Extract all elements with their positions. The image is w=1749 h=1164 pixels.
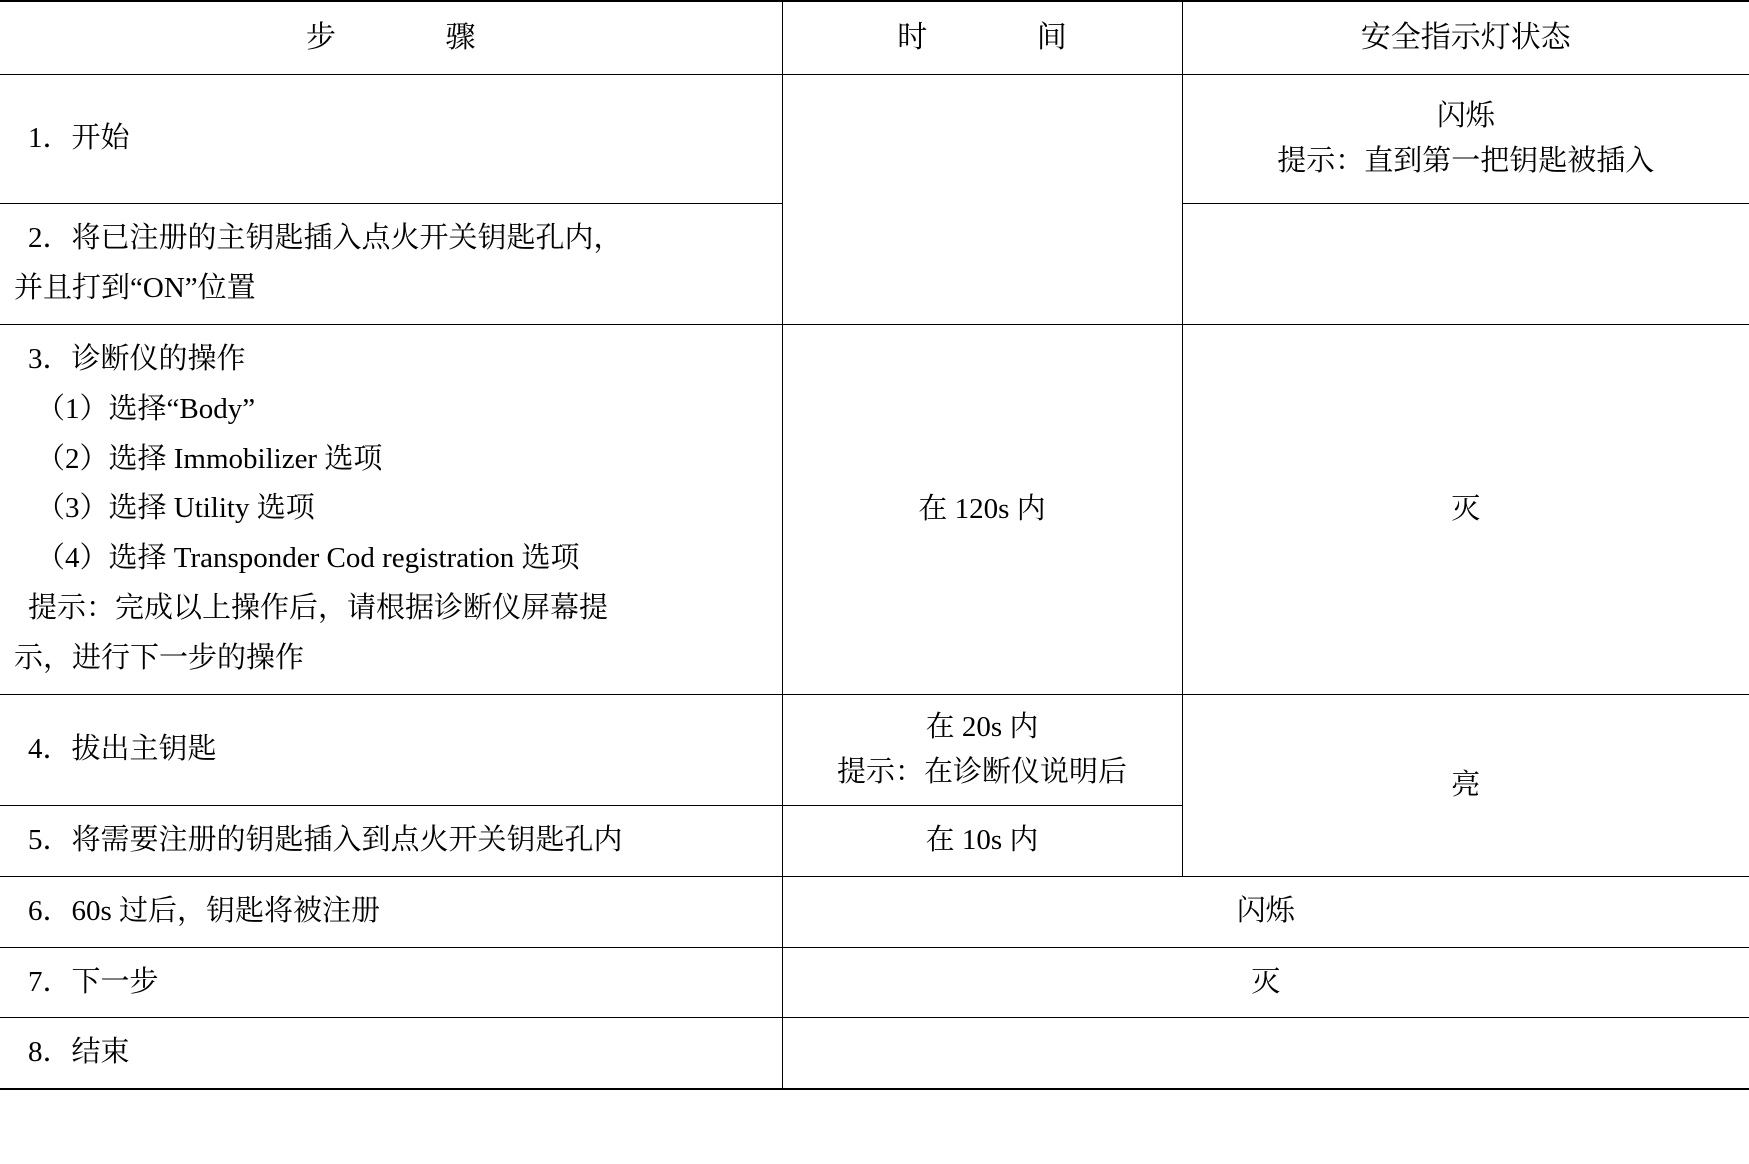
step-cell-3 [0,324,782,694]
time-cell-1 [782,75,1182,325]
step-line: 1．开始 [28,122,130,155]
step-line: （1）选择“Body” [36,392,256,425]
status-line: 闪烁 [1436,100,1495,133]
status-line: 闪烁 [1236,895,1295,928]
step-cell-5 [0,805,782,876]
merged-cell-8 [782,1018,1749,1089]
status-cell-3 [1182,324,1749,694]
header-cell-status [1182,1,1749,75]
status-cell-2 [1182,204,1749,325]
step-line: 提示：完成以上操作后，请根据诊断仪屏幕提 [28,592,609,625]
step-line: （4）选择 Transponder Cod registration 选项 [36,542,580,575]
status-cell-4 [1182,694,1749,876]
header-label-status: 安全指示灯状态 [1360,20,1571,54]
step-cell-2 [0,204,782,325]
table-row [0,694,1749,805]
time-line: 在 20s 内 [925,710,1039,743]
status-line: 灭 [1251,965,1281,998]
step-line: 5．将需要注册的钥匙插入到点火开关钥匙孔内 [28,823,623,856]
time-cell-4 [782,694,1182,805]
step-cell-4 [0,694,782,805]
status-cell-1 [1182,75,1749,204]
header-label-time: 时 间 [897,20,1084,54]
step-line: 7．下一步 [28,965,159,998]
table-row [0,75,1749,204]
table-header-row [0,1,1749,75]
step-line: 并且打到“ON”位置 [14,271,256,304]
header-label-step: 步 骤 [306,20,492,54]
step-line: 3．诊断仪的操作 [28,342,246,375]
status-line: 亮 [1451,768,1481,801]
time-cell-5 [782,805,1182,876]
step-line: 2．将已注册的主钥匙插入点火开关钥匙孔内， [28,222,623,254]
time-cell-3 [782,324,1182,694]
status-line: 提示：直到第一把钥匙被插入 [1277,145,1655,177]
time-line: 提示：在诊断仪说明后 [836,755,1127,788]
step-line: （3）选择 Utility 选项 [36,492,315,525]
step-cell-8 [0,1018,782,1089]
header-cell-time [782,1,1182,75]
status-line: 灭 [1451,492,1481,525]
header-cell-step [0,1,782,75]
step-cell-7 [0,947,782,1018]
time-line: 在 10s 内 [925,824,1039,857]
time-value: 在 120s 内 [918,492,1046,525]
table-row [0,947,1749,1018]
step-line: 示，进行下一步的操作 [14,642,305,674]
merged-cell-6 [782,876,1749,947]
table-row [0,324,1749,694]
step-cell-6 [0,876,782,947]
step-line: 8．结束 [28,1036,130,1069]
step-cell-1 [0,75,782,204]
step-line: （2）选择 Immobilizer 选项 [36,442,383,475]
table-row [0,876,1749,947]
step-line: 6．60s 过后，钥匙将被注册 [28,894,381,927]
step-line: 4．拔出主钥匙 [28,732,217,765]
table-row [0,1018,1749,1089]
merged-cell-7 [782,947,1749,1018]
